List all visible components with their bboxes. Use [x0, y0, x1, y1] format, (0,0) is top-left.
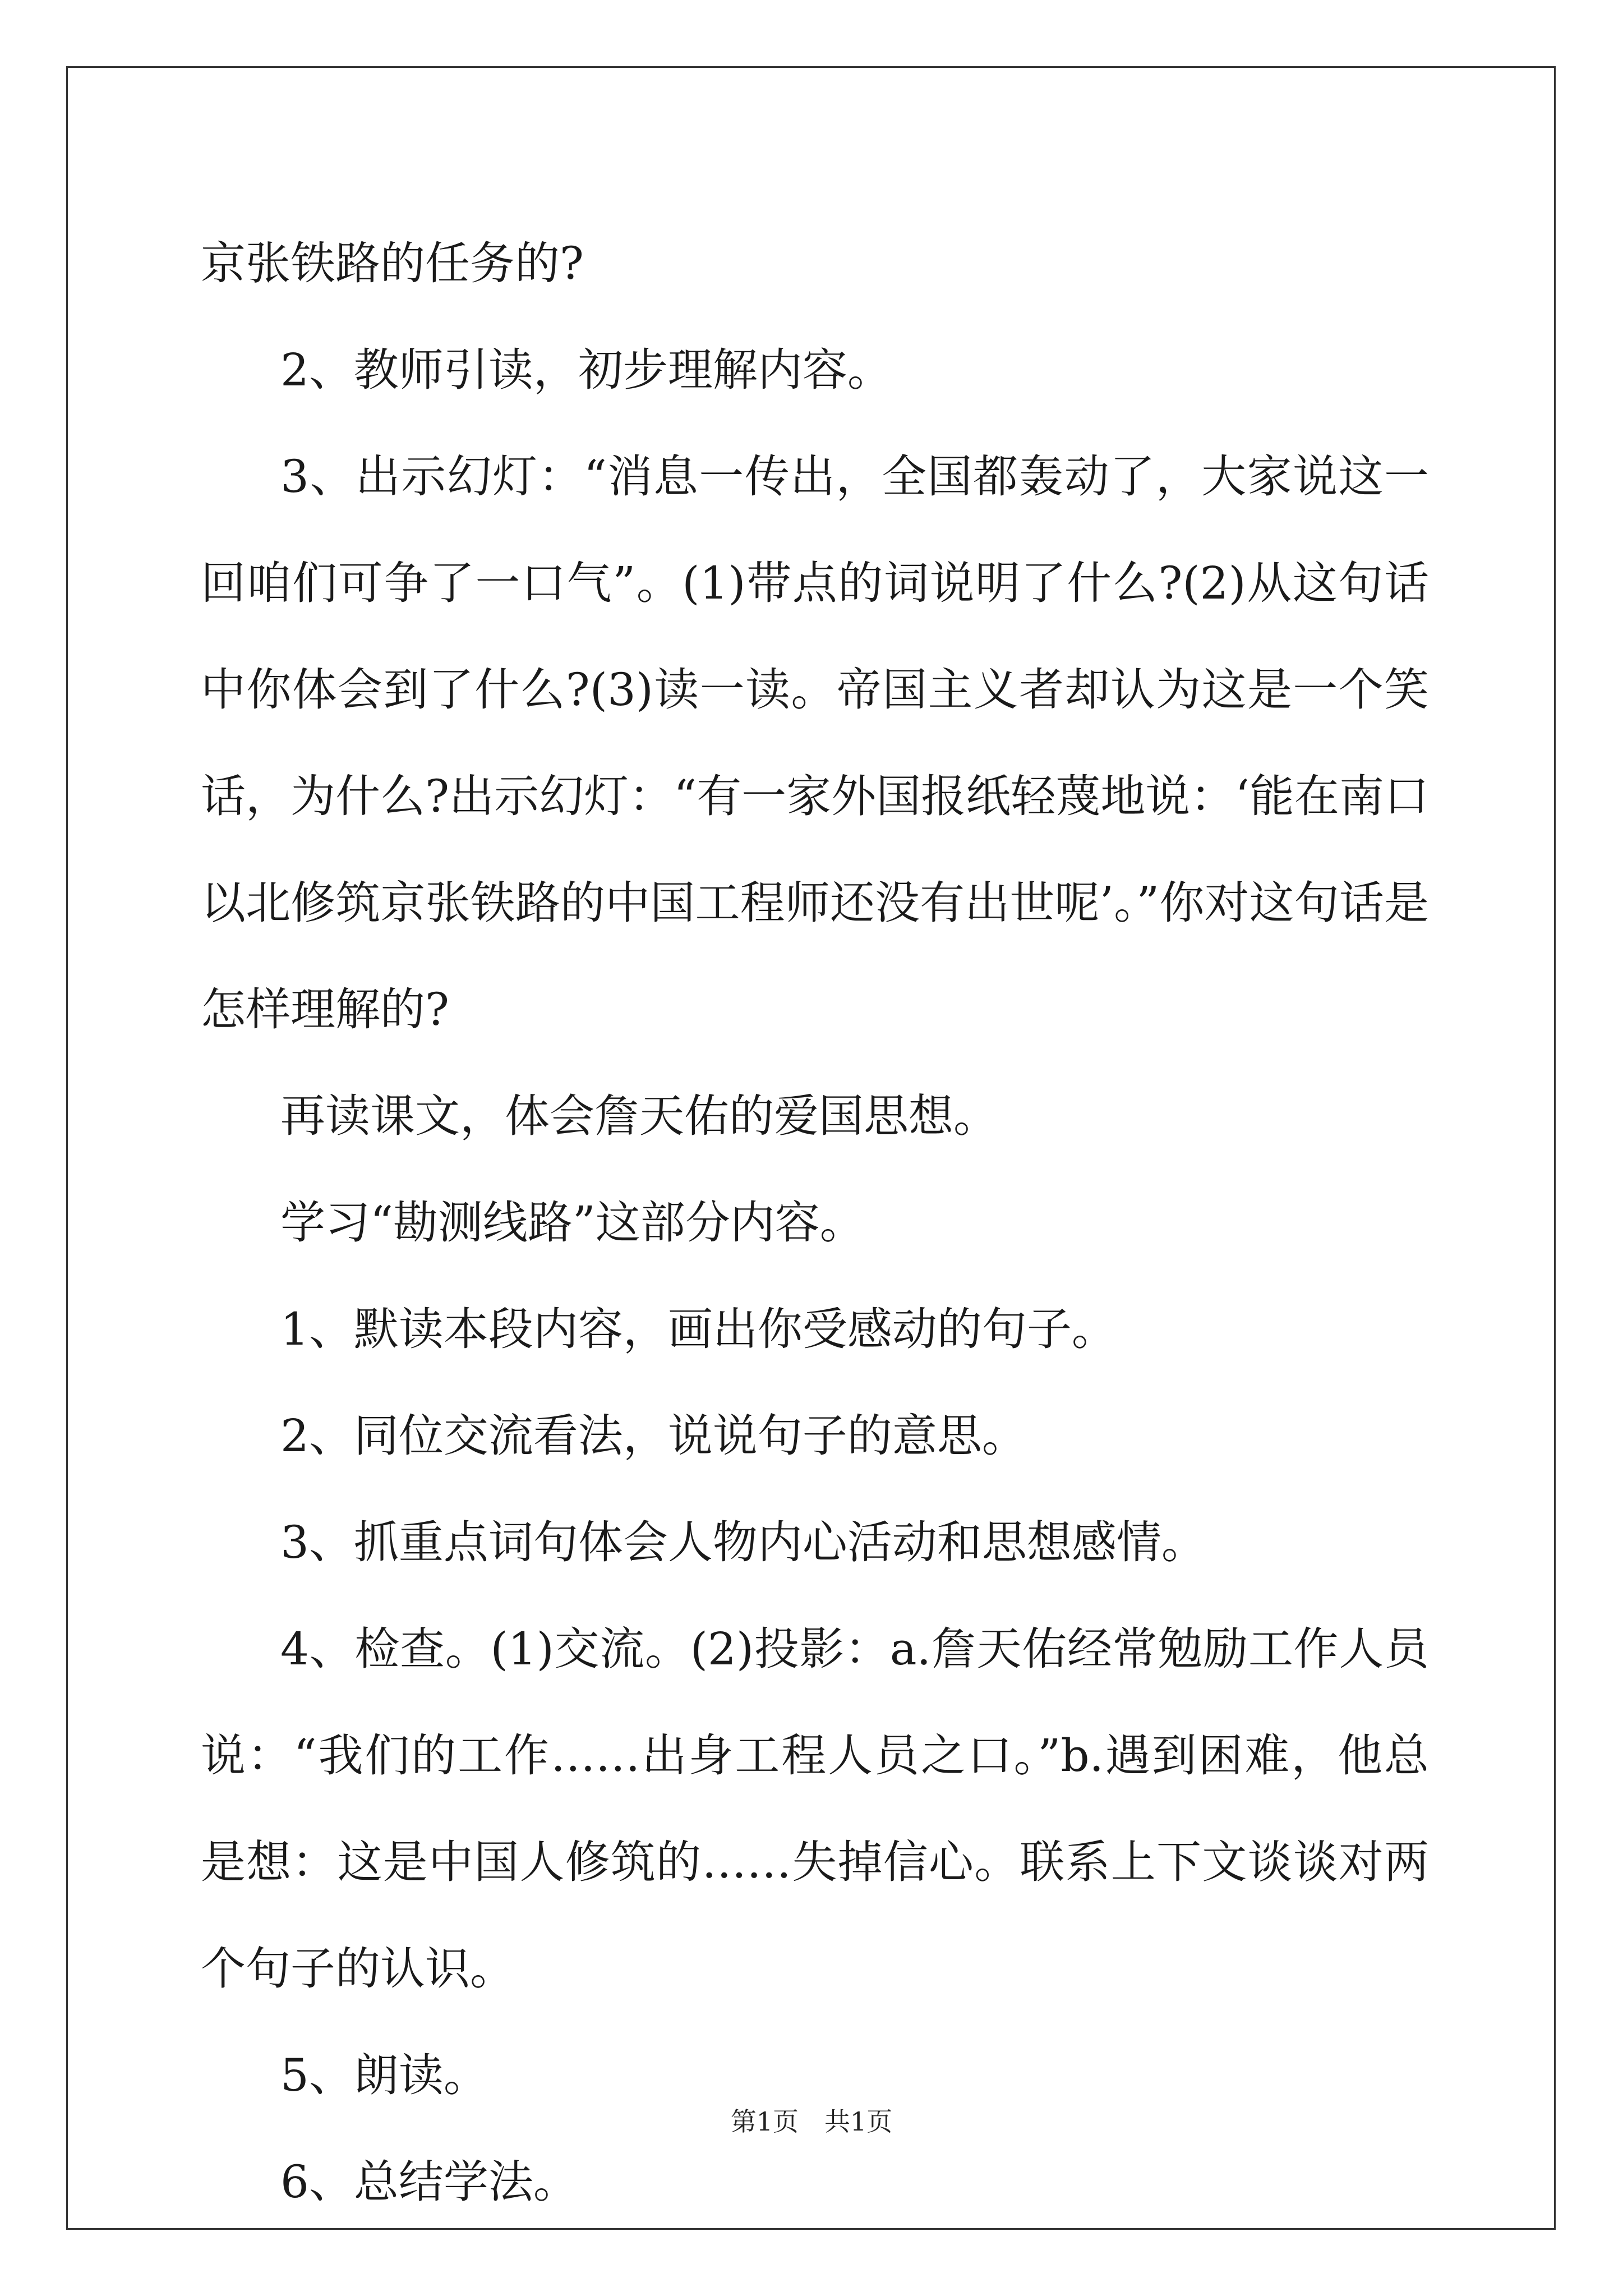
paragraph-6: 1、默读本段内容，画出你受感动的句子。	[280, 1303, 1117, 1355]
paragraph-11: 6、总结学法。	[280, 2156, 578, 2208]
document-body	[201, 210, 1429, 2235]
paragraph-5: 学习“勘测线路”这部分内容。	[280, 1197, 865, 1249]
paragraph-9: 4、检查。(1)交流。(2)投影：a.詹天佑经常勉励工作人员说：“我们的工作……出身工程人员之口。”b.遇到困难，他总是想：这是中国人修筑的……失掉信心。联系上下文谈谈对两个句子的认识。	[201, 1623, 1429, 1995]
paragraph-3: 3、出示幻灯：“消息一传出，全国都轰动了，大家说这一回咱们可争了一口气”。(1)带点的词说明了什么?(2)从这句话中你体会到了什么?(3)读一读。帝国主义者却认为这是一个笑话，为什么?出示幻灯：“有一家外国报纸轻蔑地说：‘能在南口以北修筑京张铁路的中国工程师还没有出世呢’。”你对这句话是怎样理解的?	[201, 450, 1429, 1036]
paragraph-10: 5、朗读。	[280, 2049, 488, 2101]
paragraph-1: 京张铁路的任务的?	[201, 237, 584, 289]
page-total: 共1页	[824, 2106, 893, 2137]
paragraph-4: 再读课文，体会詹天佑的爱国思想。	[280, 1090, 998, 1142]
page-footer	[0, 2105, 1623, 2138]
paragraph-7: 2、同位交流看法，说说句子的意思。	[280, 1410, 1027, 1462]
paragraph-8: 3、抓重点词句体会人物内心活动和思想感情。	[280, 1516, 1206, 1568]
page-number: 第1页	[730, 2106, 799, 2137]
paragraph-2: 2、教师引读，初步理解内容。	[280, 344, 892, 396]
